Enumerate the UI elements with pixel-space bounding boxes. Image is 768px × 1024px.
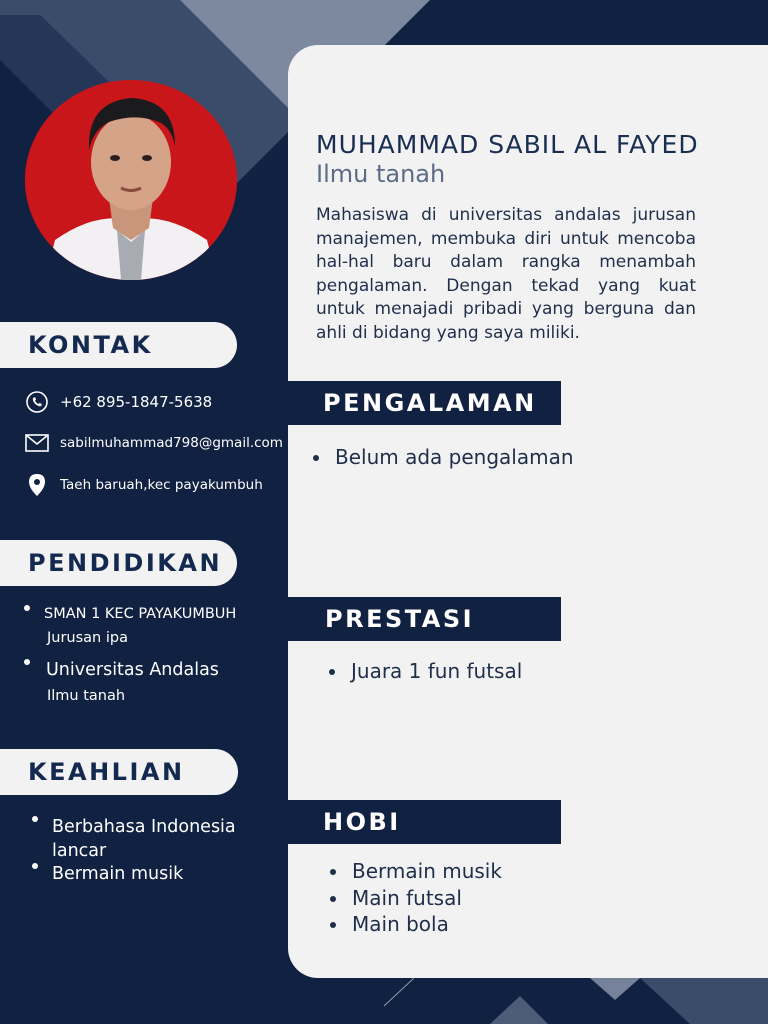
education-detail: Jurusan ipa: [47, 630, 128, 646]
contact-phone-text: +62 895-1847-5638: [60, 393, 213, 411]
education-heading: PENDIDIKAN: [28, 549, 223, 577]
contact-email-text: sabilmuhammad798@gmail.com: [60, 435, 283, 451]
skills-heading: KEAHLIAN: [28, 758, 185, 786]
hobbies-heading: HOBI: [323, 808, 401, 836]
contact-email: [25, 431, 283, 455]
section-header-contact: [0, 322, 237, 368]
contact-heading: KONTAK: [28, 331, 153, 359]
section-header-education: [0, 540, 237, 586]
hobby-item: Main futsal: [330, 885, 502, 912]
education-list: [20, 605, 236, 704]
hobby-item: Bermain musik: [330, 858, 502, 885]
profile-photo: [25, 80, 237, 280]
achievement-item: Juara 1 fun futsal: [329, 658, 522, 685]
hobby-item: Main bola: [330, 911, 502, 938]
experience-heading: PENGALAMAN: [323, 389, 537, 417]
skills-list: [28, 816, 248, 887]
section-header-achievements: [288, 597, 561, 641]
contact-address: [25, 473, 263, 497]
education-item: [20, 659, 236, 681]
achievements-list: [329, 658, 522, 685]
contact-address-text: Taeh baruah,kec payakumbuh: [60, 477, 263, 493]
hobbies-list: [330, 858, 502, 938]
person-subtitle: Ilmu tanah: [316, 160, 446, 188]
experience-item: Belum ada pengalaman: [313, 444, 574, 471]
section-header-experience: [288, 381, 561, 425]
achievements-heading: PRESTASI: [325, 605, 475, 633]
education-school: Universitas Andalas: [46, 660, 219, 680]
section-header-skills: [0, 749, 238, 795]
section-header-hobbies: [288, 800, 561, 844]
education-item: [20, 605, 236, 623]
skill-item: Bermain musik: [28, 863, 248, 887]
person-name: MUHAMMAD SABIL AL FAYED: [316, 130, 699, 159]
envelope-icon: [25, 431, 49, 455]
education-detail: Ilmu tanah: [47, 688, 126, 704]
phone-icon: [25, 390, 49, 414]
contact-phone: [25, 390, 212, 414]
experience-list: [313, 444, 574, 471]
education-school: SMAN 1 KEC PAYAKUMBUH: [44, 606, 237, 622]
profile-summary: Mahasiswa di universitas andalas jurusan manajemen, membuka diri untuk mencoba hal-hal baru dalam rangka menambah pengalaman. Dengan tekad yang kuat untuk menajadi pribadi yang berguna dan ahli di bidang yang saya miliki.: [316, 205, 696, 343]
map-pin-icon: [25, 473, 49, 497]
skill-item: Berbahasa Indonesia lancar: [28, 816, 248, 863]
